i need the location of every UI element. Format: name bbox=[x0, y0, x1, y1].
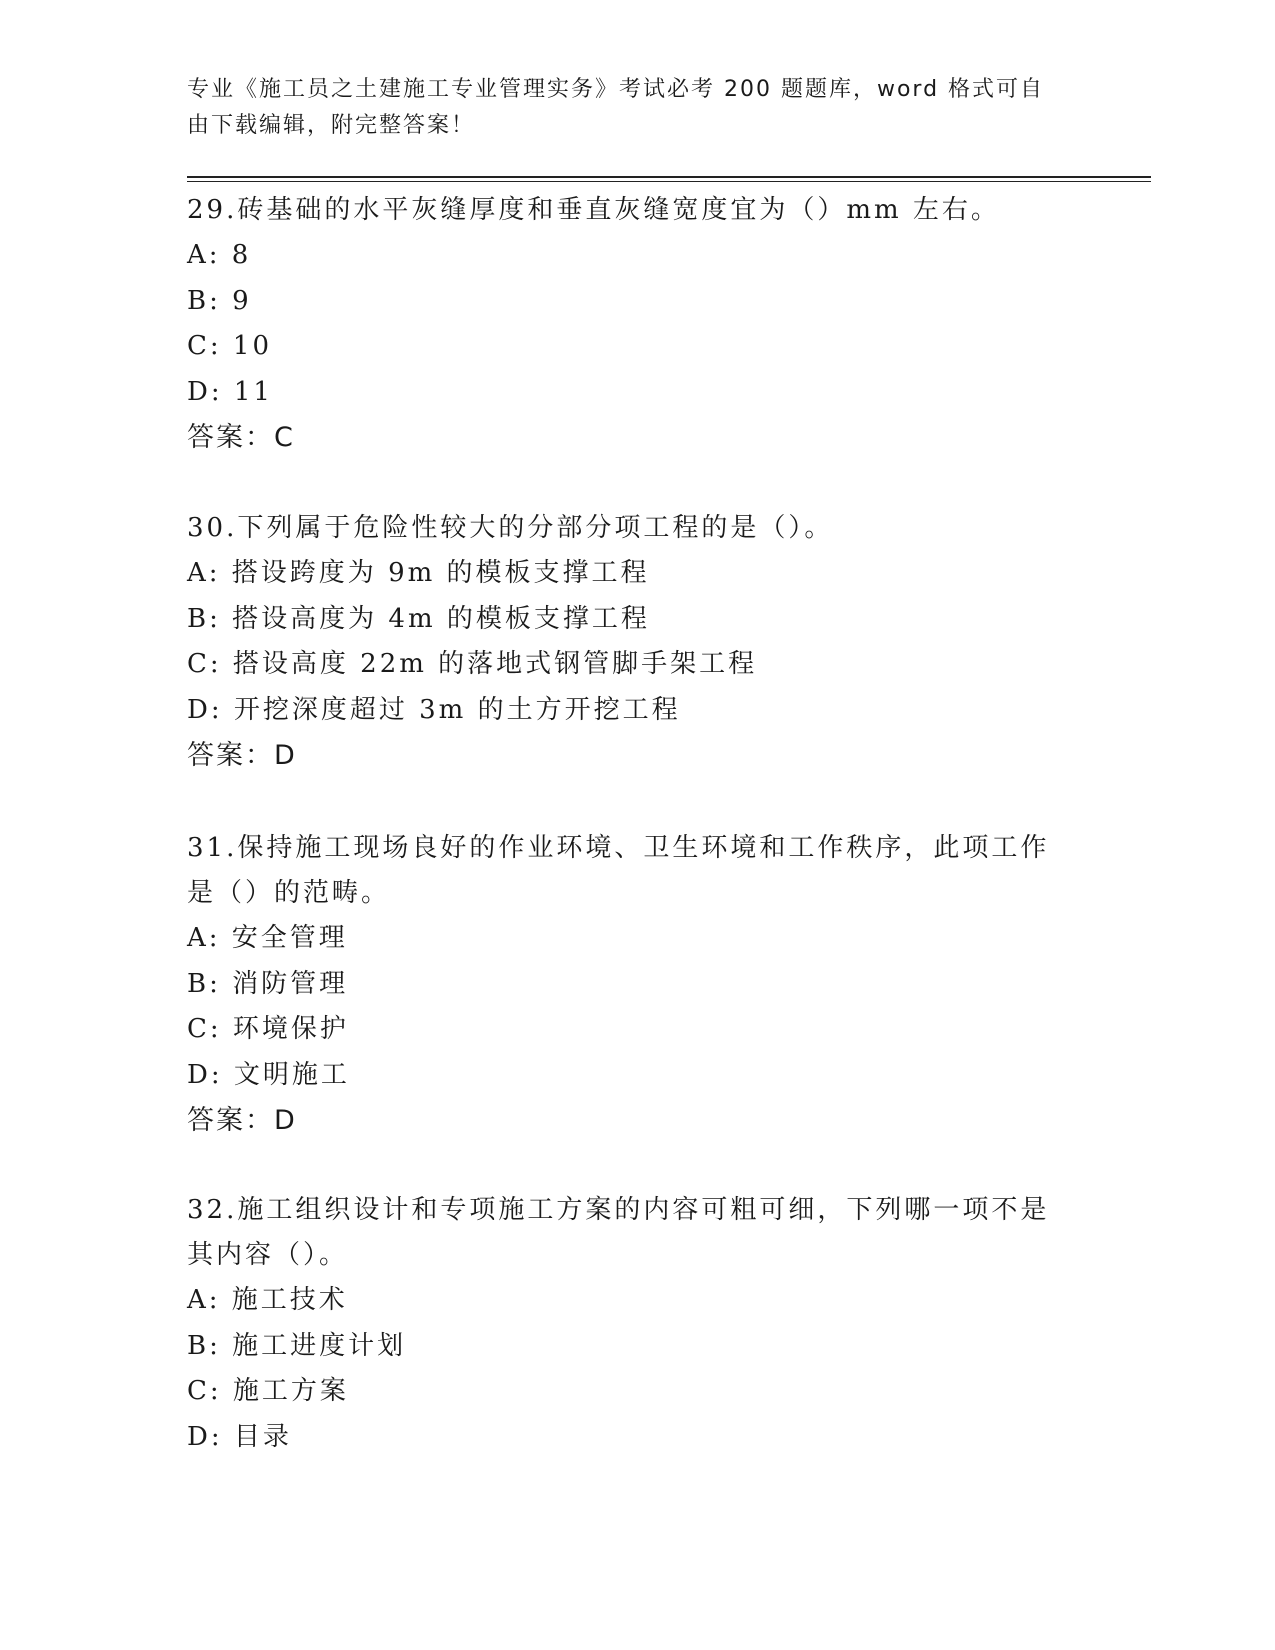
option-a: A: 搭设跨度为 9m 的模板支撑工程 bbox=[187, 558, 650, 588]
option-d: D: 目录 bbox=[187, 1421, 292, 1452]
option-b: B: 施工进度计划 bbox=[187, 1330, 407, 1361]
option-d: D: 文明施工 bbox=[187, 1059, 350, 1090]
option-b: B: 搭设高度为 4m 的模板支撑工程 bbox=[187, 603, 650, 634]
option-c: C: 施工方案 bbox=[187, 1376, 349, 1406]
header-divider-thin bbox=[187, 181, 1151, 182]
question-31 bbox=[187, 826, 1077, 1143]
question-stem: 32.施工组织设计和专项施工方案的内容可粗可细，下列哪一项不是其内容（）。 bbox=[187, 1195, 1050, 1270]
option-c: C: 环境保护 bbox=[187, 1014, 349, 1044]
option-a: A: 施工技术 bbox=[187, 1285, 348, 1315]
question-stem: 29.砖基础的水平灰缝厚度和垂直灰缝宽度宜为（）mm 左右。 bbox=[187, 195, 1000, 225]
document-header: 专业《施工员之土建施工专业管理实务》考试必考 200 题题库，word 格式可自由下载编辑，附完整答案！ bbox=[187, 77, 1045, 138]
question-30 bbox=[187, 506, 1077, 778]
question-32 bbox=[187, 1188, 1077, 1460]
option-a: A: 8 bbox=[187, 240, 252, 270]
answer: 答案：D bbox=[187, 1105, 297, 1136]
question-stem: 30.下列属于危险性较大的分部分项工程的是（）。 bbox=[187, 513, 834, 543]
option-b: B: 9 bbox=[187, 285, 252, 316]
option-a: A: 安全管理 bbox=[187, 923, 348, 953]
option-c: C: 10 bbox=[187, 331, 273, 361]
answer: 答案：C bbox=[187, 422, 295, 453]
answer: 答案：D bbox=[187, 740, 297, 771]
question-29 bbox=[187, 188, 1077, 460]
option-b: B: 消防管理 bbox=[187, 968, 349, 999]
option-d: D: 开挖深度超过 3m 的土方开挖工程 bbox=[187, 694, 681, 725]
question-stem: 31.保持施工现场良好的作业环境、卫生环境和工作秩序，此项工作是（）的范畴。 bbox=[187, 833, 1050, 908]
header-divider bbox=[187, 176, 1151, 178]
option-d: D: 11 bbox=[187, 376, 273, 407]
option-c: C: 搭设高度 22m 的落地式钢管脚手架工程 bbox=[187, 649, 758, 679]
